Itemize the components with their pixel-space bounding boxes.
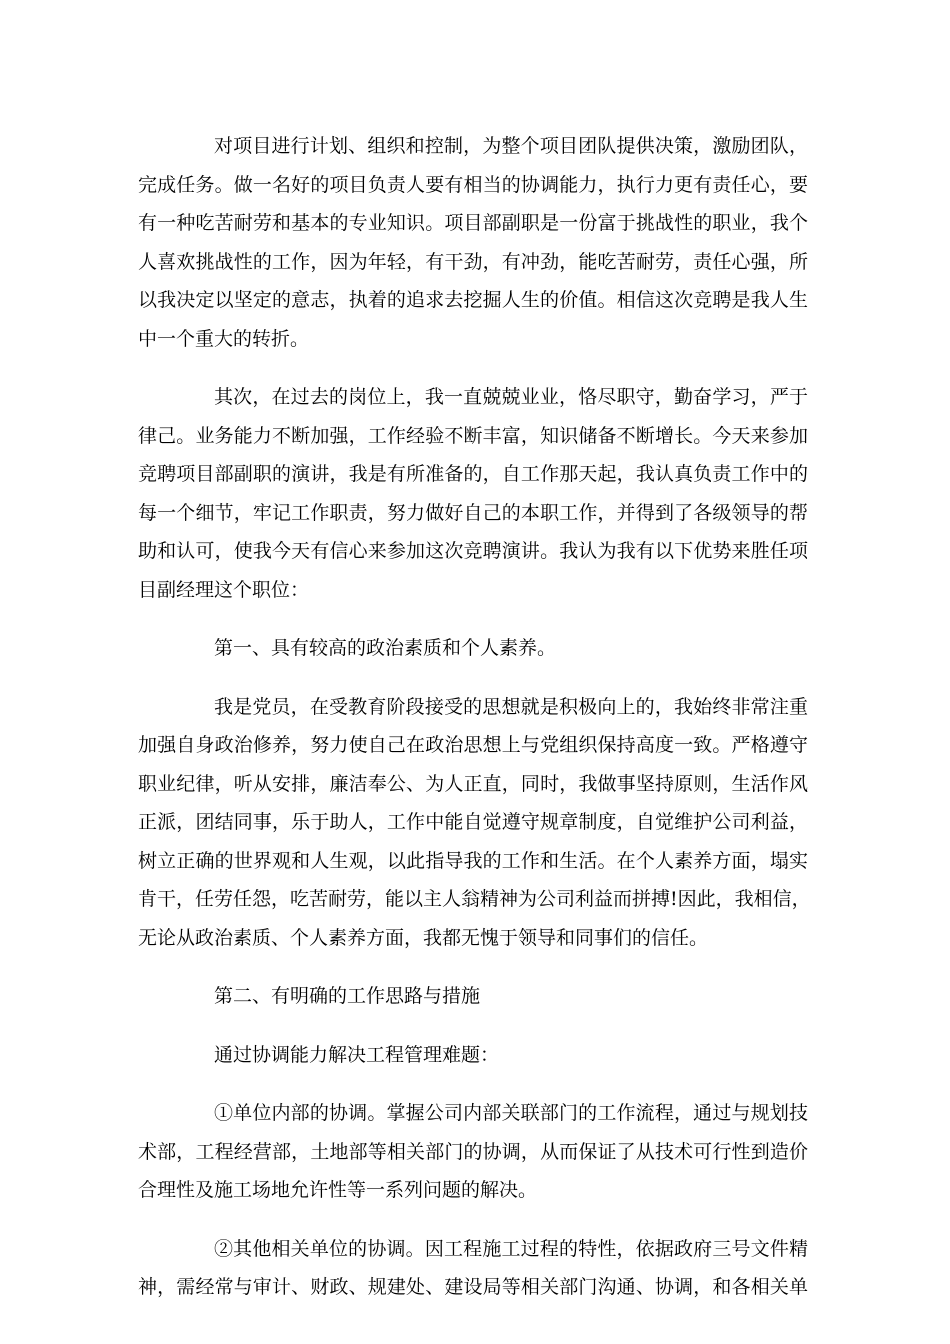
paragraph-line: 术部，工程经营部，土地部等相关部门的协调，从而保证了从技术可行性到造价 — [138, 1140, 808, 1163]
paragraph-line: 合理性及施工场地允许性等一系列问题的解决。 — [138, 1179, 538, 1201]
paragraph — [138, 1230, 808, 1307]
paragraph-line: 有一种吃苦耐劳和基本的专业知识。项目部副职是一份富于挑战性的职业，我个 — [138, 212, 808, 234]
paragraph-line: 对项目进行计划、组织和控制，为整个项目团队提供决策，激励团队， — [214, 135, 808, 157]
paragraph-line: 人喜欢挑战性的工作，因为年轻，有干劲，有冲劲，能吃苦耐劳，责任心强，所 — [138, 250, 808, 273]
paragraph-line: 助和认可，使我今天有信心来参加这次竞聘演讲。我认为我有以下优势来胜任项 — [138, 540, 808, 562]
paragraph-line: 通过协调能力解决工程管理难题： — [214, 1043, 500, 1066]
paragraph — [138, 1094, 808, 1210]
paragraph-line: 第二、有明确的工作思路与措施 — [214, 985, 481, 1007]
paragraph-line: ②其他相关单位的协调。因工程施工过程的特性，依据政府三号文件精 — [214, 1237, 808, 1260]
paragraph-line: 其次，在过去的岗位上，我一直兢兢业业，恪尽职守，勤奋学习，严于 — [214, 386, 808, 408]
paragraph-line: 无论从政治素质、个人素养方面，我都无愧于领导和同事们的信任。 — [138, 926, 709, 949]
paragraph-line: 完成任务。做一名好的项目负责人要有相当的协调能力，执行力更有责任心，要 — [138, 173, 808, 196]
paragraph-line: 以我决定以坚定的意志，执着的追求去挖掘人生的价值。相信这次竞聘是我人生 — [138, 289, 808, 311]
paragraph — [138, 688, 811, 958]
paragraph-line: 树立正确的世界观和人生观，以此指导我的工作和生活。在个人素养方面，塌实 — [138, 849, 808, 872]
paragraph-line: 肯干，任劳任怨，吃苦耐劳，能以主人翁精神为公司利益而拼搏!因此，我相信， — [138, 888, 811, 910]
paragraph-line: 中一个重大的转折。 — [138, 327, 310, 350]
paragraph-line: 加强自身政治修养，努力使自己在政治思想上与党组织保持高度一致。严格遵守 — [138, 734, 808, 756]
paragraph-line: 律己。业务能力不断加强，工作经验不断丰富，知识储备不断增长。今天来参加 — [138, 424, 808, 447]
paragraph — [138, 378, 808, 609]
paragraph-line: 职业纪律，听从安排，廉洁奉公、为人正直，同时，我做事坚持原则，生活作风 — [138, 772, 808, 795]
paragraph-line: 正派，团结同事，乐于助人，工作中能自觉遵守规章制度，自觉维护公司利益， — [138, 811, 808, 833]
paragraph — [138, 127, 808, 358]
paragraph — [138, 977, 808, 1016]
document-body — [138, 127, 811, 1327]
paragraph-line: 我是党员，在受教育阶段接受的思想就是积极向上的，我始终非常注重 — [214, 695, 808, 718]
paragraph-line: 目副经理这个职位： — [138, 578, 310, 601]
paragraph — [138, 629, 808, 668]
paragraph-line: 神，需经常与审计、财政、规建处、建设局等相关部门沟通、协调，和各相关单 — [138, 1276, 808, 1298]
paragraph-line: 每一个细节，牢记工作职责，努力做好自己的本职工作，并得到了各级领导的帮 — [138, 501, 808, 524]
paragraph — [138, 1036, 808, 1075]
paragraph-line: 竞聘项目部副职的演讲，我是有所准备的，自工作那天起，我认真负责工作中的 — [138, 463, 808, 485]
paragraph-line: 第一、具有较高的政治素质和个人素养。 — [214, 637, 557, 659]
paragraph-line: ①单位内部的协调。掌握公司内部关联部门的工作流程，通过与规划技 — [214, 1102, 808, 1124]
